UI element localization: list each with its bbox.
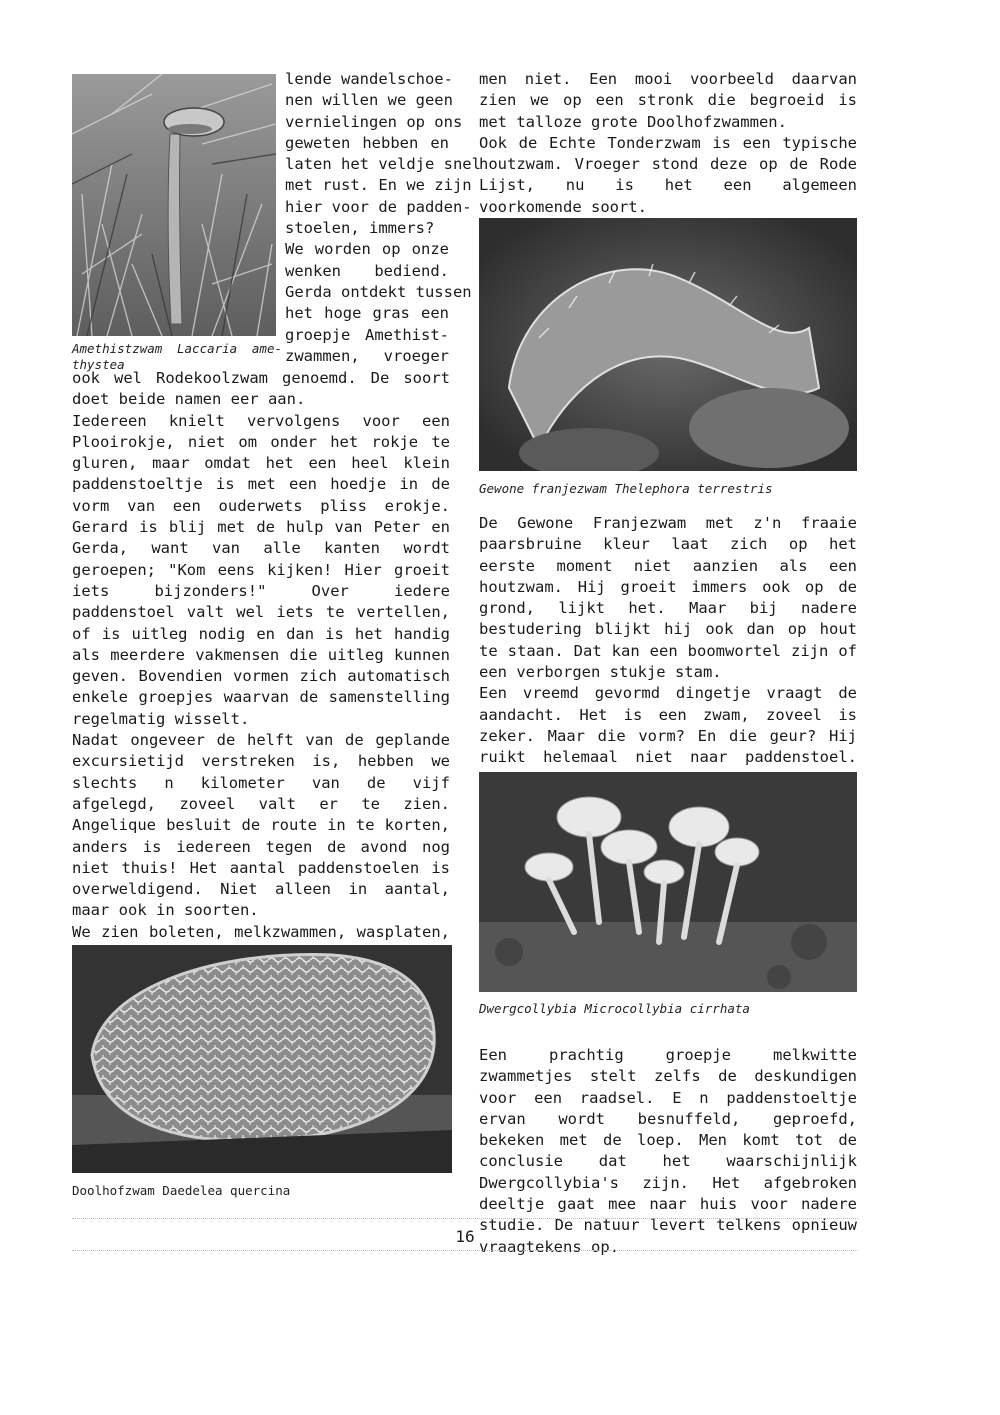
text-line: hier voor de padden- — [285, 197, 472, 216]
paragraph: Een vreemd gevormd dingetje vraagt de aandacht. Het is een zwam, zoveel is zeker. Maar die vorm? En die geur? Hij ruikt helemaal niet naar paddenstoel. — [479, 684, 857, 767]
left-column-text — [72, 368, 450, 1028]
text-line: nen willen we geen — [285, 91, 453, 110]
text-line: zwammen, vroeger — [285, 346, 449, 365]
text-line: met rust. En we zijn — [285, 176, 472, 195]
paragraph: Iedereen knielt vervolgens voor een Plooirokje, niet om onder het rokje te gluren, maar omdat het een heel klein paddenstoeltje is met een hoedje in de vorm van een ouderwets pliss erokje. Gerard is blij met de hulp van Peter en Gerda, want van alle kanten wordt geroepen; "Kom eens kijken! Hier groeit iets bijzonders!" Over iedere paddenstoel valt wel iets te vertellen, of is uitleg nodig en dan is het handig als meerdere vakmensen die uitleg kunnen geven. Bovendien vormen zich automatisch enkele groepjes waarvan de samenstelling regelmatig wisselt. — [72, 411, 450, 728]
paragraph: We zien boleten, melkzwammen, wasplaten, — [72, 922, 450, 941]
white-mushrooms-image — [479, 772, 857, 992]
text-line: geweten hebben en — [285, 133, 449, 152]
maze-polypore-image — [72, 945, 452, 1173]
page-number: 16 — [455, 1227, 475, 1246]
footer-rule-bottom — [72, 1250, 858, 1251]
caption-line: thystea — [72, 357, 125, 372]
text-line: laten het veldje snel — [285, 155, 481, 174]
left-narrow-text — [285, 69, 481, 367]
text-line: groepje Amethist- — [285, 325, 449, 344]
footer-rule-top — [72, 1218, 858, 1219]
text-line: lende wandelschoe- — [285, 70, 453, 88]
text-line: Gerda ontdekt tussen — [285, 282, 472, 301]
text-line: vernielingen op ons — [285, 112, 463, 131]
grass-mushroom-image — [72, 74, 276, 336]
caption-doolhofzwam: Doolhofzwam Daedelea quercina — [72, 1183, 291, 1198]
photo-doolhofzwam — [72, 945, 452, 1173]
paragraph: ook wel Rodekoolzwam genoemd. De soort doet beide namen eer aan. — [72, 369, 450, 409]
paragraph: Een prachtig groepje melkwitte zwammetjes stelt zelfs de deskundigen voor een raadsel. E n paddenstoeltje ervan wordt besnuffeld, geproefd, bekeken met de loep. Men komt tot de conclusie dat het waarschijnlijk Dwergcollybia's zijn. Het afgebroken deeltje gaat mee naar huis voor nadere studie. De natuur levert telkens opnieuw vraagtekens op. — [479, 1046, 857, 1256]
text-line: stoelen, immers? — [285, 219, 435, 238]
text-line: We worden op onze — [285, 240, 449, 259]
paragraph: De Gewone Franjezwam met z'n fraaie paarsbruine kleur laat zich op het eerste moment niet aanzien als een houtzwam. Hij groeit immers ook op de grond, lijkt het. Maar bij nadere bestudering blijkt hij ook dan op hout te staan. Dat kan een boomwortel zijn of een verborgen stukje stam. — [479, 514, 857, 682]
text-line: het hoge gras een — [285, 304, 449, 323]
paragraph: Ook de Echte Tonderzwam is een typische houtzwam. Vroeger stond deze op de Rode Lijst, nu is het een algemeen voorkomende soort. — [479, 133, 857, 216]
earthfan-image — [479, 218, 857, 471]
caption-dwergcollybia: Dwergcollybia Microcollybia cirrhata — [479, 1001, 750, 1016]
photo-franjezwam — [479, 218, 857, 471]
caption-franjezwam: Gewone franjezwam Thelephora terrestris — [479, 481, 773, 496]
caption-line: Amethistzwam Laccaria ame- — [72, 341, 282, 356]
paragraph: men niet. Een mooi voorbeeld daarvan zien we op een stronk die begroeid is met talloze grote Doolhofzwammen. — [479, 70, 857, 131]
text-line: wenken bediend. — [285, 261, 449, 280]
paragraph: Nadat ongeveer de helft van de geplande excursietijd verstreken is, hebben we slechts n kilometer van de vijf afgelegd, zoveel valt er te zien. Angelique besluit de route in te korten, anders is iedereen tegen de avond nog niet thuis! Het aantal paddenstoelen is overweldigend. Niet alleen in aantal, maar ook in soorten. — [72, 731, 450, 920]
right-top-text — [479, 69, 857, 218]
photo-amethistzwam — [72, 74, 276, 336]
photo-dwergcollybia — [479, 772, 857, 992]
